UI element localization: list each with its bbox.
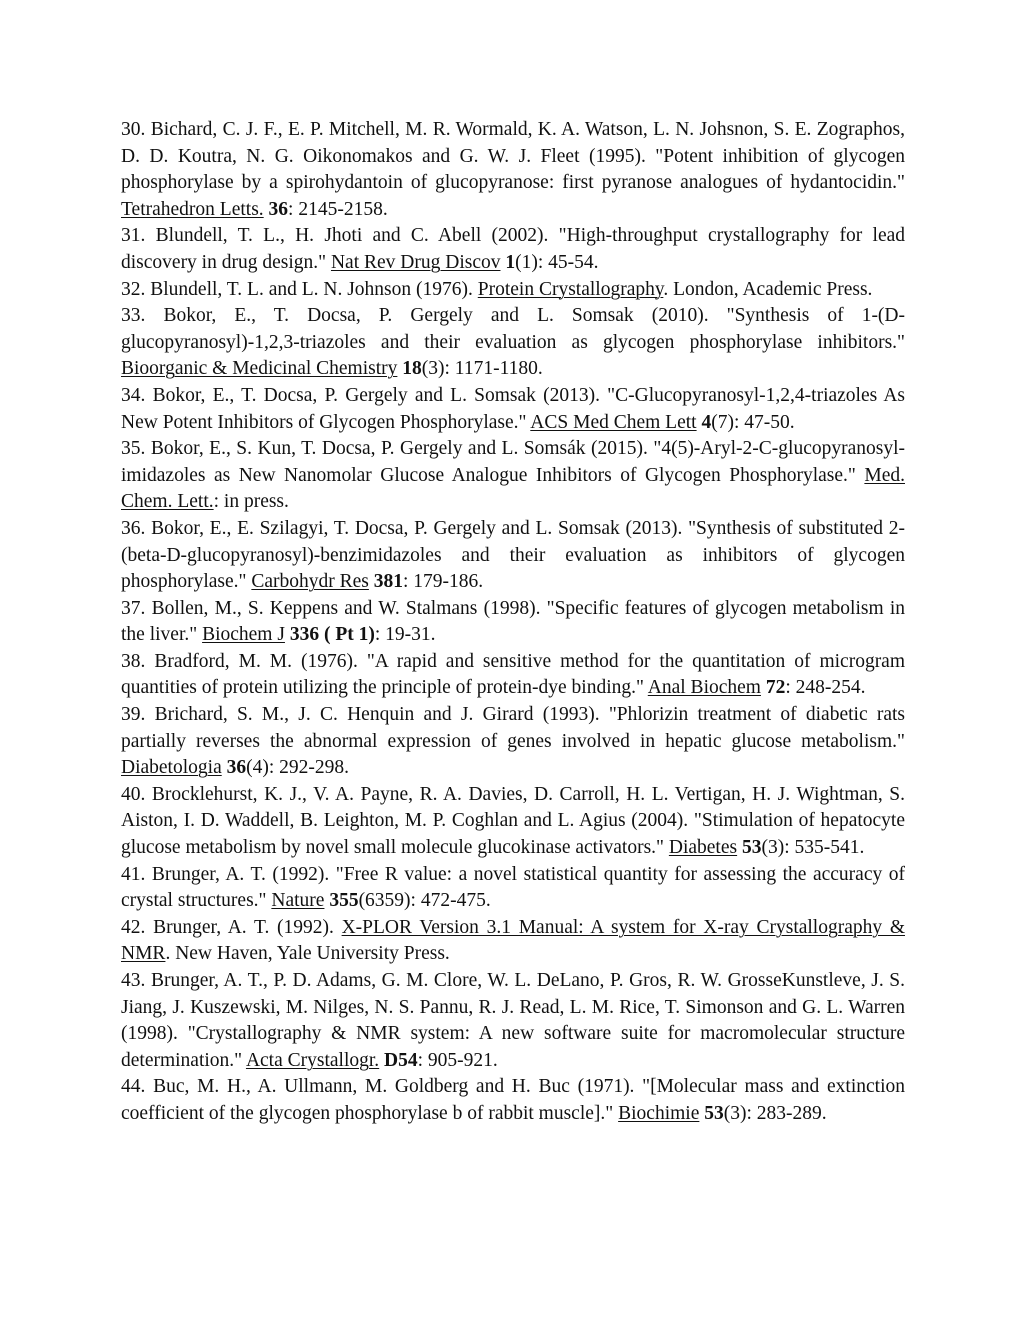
- volume-number: 72: [765, 677, 786, 699]
- reference-text: Bollen, M., S. Keppens and W. Stalmans (1998). "Specific features of glycogen metabolism in the liver.": [121, 597, 905, 646]
- reference-text: Bichard, C. J. F., E. P. Mitchell, M. R. Wormald, K. A. Watson, L. N. Johsnon, S. E. Zographos, D. D. Koutra, N. G. Oikonomakos and G. W. J. Fleet (1995). "Potent inhibition of glycogen phosphorylase by a spirohydantoin of glucopyranose: first pyranose analogues of hydantocidin.": [121, 119, 906, 194]
- reference-text: Brocklehurst, K. J., V. A. Payne, R. A. Davies, D. Carroll, H. L. Vertigan, H. J. Wightman, S. Aiston, I. D. Waddell, B. Leighton, M. P. Coghlan and L. Agius (2004). "Stimulation of hepatocyte glucose metabolism by novel small molecule glucokinase activators.": [121, 783, 905, 859]
- reference-text: : in press.: [213, 491, 289, 513]
- reference-text: (1): 45-54.: [515, 251, 599, 273]
- reference-text: : 248-254.: [785, 677, 866, 699]
- reference-entry: [121, 383, 905, 436]
- reference-number: 34.: [121, 384, 146, 406]
- reference-text: (7): 47-50.: [711, 411, 795, 433]
- reference-number: 30.: [121, 119, 146, 140]
- reference-text: : 179-186.: [403, 571, 484, 593]
- journal-title: Anal Biochem: [647, 677, 761, 699]
- reference-text: (3): 535-541.: [761, 837, 865, 859]
- reference-entry: [121, 436, 905, 516]
- volume-number: 53: [741, 837, 762, 859]
- journal-title: Tetrahedron Letts.: [121, 198, 264, 220]
- volume-number: 336 ( Pt 1): [289, 624, 375, 646]
- journal-title: Biochem J: [202, 624, 285, 646]
- reference-number: 38.: [121, 650, 146, 672]
- reference-number: 39.: [121, 704, 146, 726]
- reference-text: Blundell, T. L., H. Jhoti and C. Abell (2002). "High-throughput crystallography for lead discovery in drug design.": [121, 225, 905, 273]
- journal-title: Carbohydr Res: [251, 571, 369, 593]
- journal-title: Acta Crystallogr.: [245, 1049, 380, 1071]
- reference-text: : 19-31.: [374, 624, 436, 646]
- reference-text: (3): 1171-1180.: [421, 358, 543, 380]
- volume-number: 36: [226, 757, 247, 779]
- reference-text: Bokor, E., T. Docsa, P. Gergely and L. Somsak (2010). "Synthesis of 1-(D-glucopyranosyl)-1,2,3-triazoles and their evaluation as glycogen phosphorylase inhibitors.": [121, 305, 906, 353]
- reference-entry: [121, 223, 905, 276]
- journal-title: X-PLOR Version 3.1 Manual: A system for X-ray Crystallography & NMR: [121, 916, 905, 965]
- reference-entry: [121, 1074, 905, 1127]
- reference-text: Brunger, A. T., P. D. Adams, G. M. Clore, W. L. DeLano, P. Gros, R. W. GrosseKunstleve, J. S. Jiang, J. Kuszewski, M. Nilges, N. S. Pannu, R. J. Read, L. M. Rice, T. Simonson and G. L. Warren (1998). "Crystallography & NMR system: A new software suite for macromolecular structure determination.": [121, 970, 906, 1071]
- reference-number: 36.: [121, 517, 146, 539]
- reference-entry: [121, 915, 905, 968]
- reference-number: 44.: [121, 1076, 146, 1098]
- reference-text: (4): 292-298.: [246, 757, 349, 779]
- reference-entry: [121, 117, 905, 223]
- reference-text: Brunger, A. T. (1992). "Free R value: a novel statistical quantity for assessing the accuracy of crystal structures.": [121, 863, 905, 912]
- reference-number: 40.: [121, 783, 146, 805]
- reference-number: 32.: [121, 278, 146, 300]
- journal-title: Bioorganic & Medicinal Chemistry: [121, 358, 398, 380]
- journal-title: ACS Med Chem Lett: [530, 411, 697, 433]
- reference-number: 31.: [121, 225, 146, 247]
- reference-text: (6359): 472-475.: [358, 890, 491, 912]
- volume-number: 53: [704, 1102, 724, 1124]
- volume-number: 4: [701, 411, 712, 433]
- reference-number: 37.: [121, 597, 146, 619]
- reference-number: 43.: [121, 970, 146, 991]
- reference-number: 35.: [121, 438, 146, 460]
- reference-text: Brunger, A. T. (1992).: [153, 916, 342, 938]
- reference-entry: [121, 303, 905, 383]
- reference-entry: [121, 702, 905, 782]
- reference-text: Brichard, S. M., J. C. Henquin and J. Girard (1993). "Phlorizin treatment of diabetic rats partially reverses the abnormal expression of genes involved in hepatic glucose metabolism.": [121, 704, 906, 752]
- reference-number: 33.: [121, 305, 146, 327]
- reference-text: Blundell, T. L. and L. N. Johnson (1976).: [150, 278, 478, 300]
- reference-list: [121, 117, 905, 1128]
- reference-text: . New Haven, Yale University Press.: [165, 943, 450, 965]
- volume-number: 381: [373, 571, 404, 593]
- volume-number: 355: [329, 890, 359, 912]
- journal-title: Biochimie: [618, 1102, 700, 1124]
- reference-text: Bokor, E., T. Docsa, P. Gergely and L. Somsak (2013). "C-Glucopyranosyl-1,2,4-triazoles As New Potent Inhibitors of Glycogen Phosphorylase.": [121, 384, 906, 433]
- reference-entry: [121, 649, 905, 702]
- reference-number: 41.: [121, 863, 146, 885]
- reference-text: Bokor, E., E. Szilagyi, T. Docsa, P. Gergely and L. Somsak (2013). "Synthesis of substituted 2-(beta-D-glucopyranosyl)-benzimidazoles and their evaluation as inhibitors of glycogen phosphorylase.": [121, 517, 906, 593]
- journal-title: Nat Rev Drug Discov: [330, 251, 501, 273]
- journal-title: Diabetologia: [121, 757, 222, 779]
- reference-entry: [121, 596, 905, 649]
- reference-text: Bradford, M. M. (1976). "A rapid and sensitive method for the quantitation of microgram quantities of protein utilizing the principle of protein-dye binding.": [121, 650, 906, 699]
- journal-title: Protein Crystallography: [477, 278, 664, 300]
- reference-entry: [121, 782, 905, 862]
- journal-title: Diabetes: [668, 837, 738, 859]
- volume-number: D54: [384, 1049, 418, 1071]
- reference-text: (3): 283-289.: [723, 1102, 827, 1124]
- reference-number: 42.: [121, 916, 146, 938]
- journal-title: Nature: [271, 890, 325, 912]
- reference-text: Bokor, E., S. Kun, T. Docsa, P. Gergely and L. Somsák (2015). "4(5)-Aryl-2‑C‑glucopyranosyl-imidazoles as New Nanomolar Glucose Analogue Inhibitors of Glycogen Phosphorylase.": [121, 438, 906, 486]
- reference-entry: [121, 862, 905, 915]
- reference-text: . London, Academic Press.: [663, 278, 873, 300]
- journal-title: Med. Chem. Lett.: [121, 464, 905, 513]
- reference-entry: [121, 277, 905, 304]
- volume-number: 36: [268, 198, 289, 220]
- volume-number: 18: [402, 358, 422, 380]
- reference-entry: [121, 968, 905, 1074]
- reference-entry: [121, 516, 905, 596]
- reference-text: Buc, M. H., A. Ullmann, M. Goldberg and H. Buc (1971). "[Molecular mass and extinction coefficient of the glycogen phosphorylase b of rabbit muscle].": [121, 1076, 906, 1124]
- reference-text: : 2145-2158.: [288, 198, 388, 220]
- reference-text: : 905-921.: [417, 1049, 498, 1071]
- volume-number: 1: [505, 251, 516, 273]
